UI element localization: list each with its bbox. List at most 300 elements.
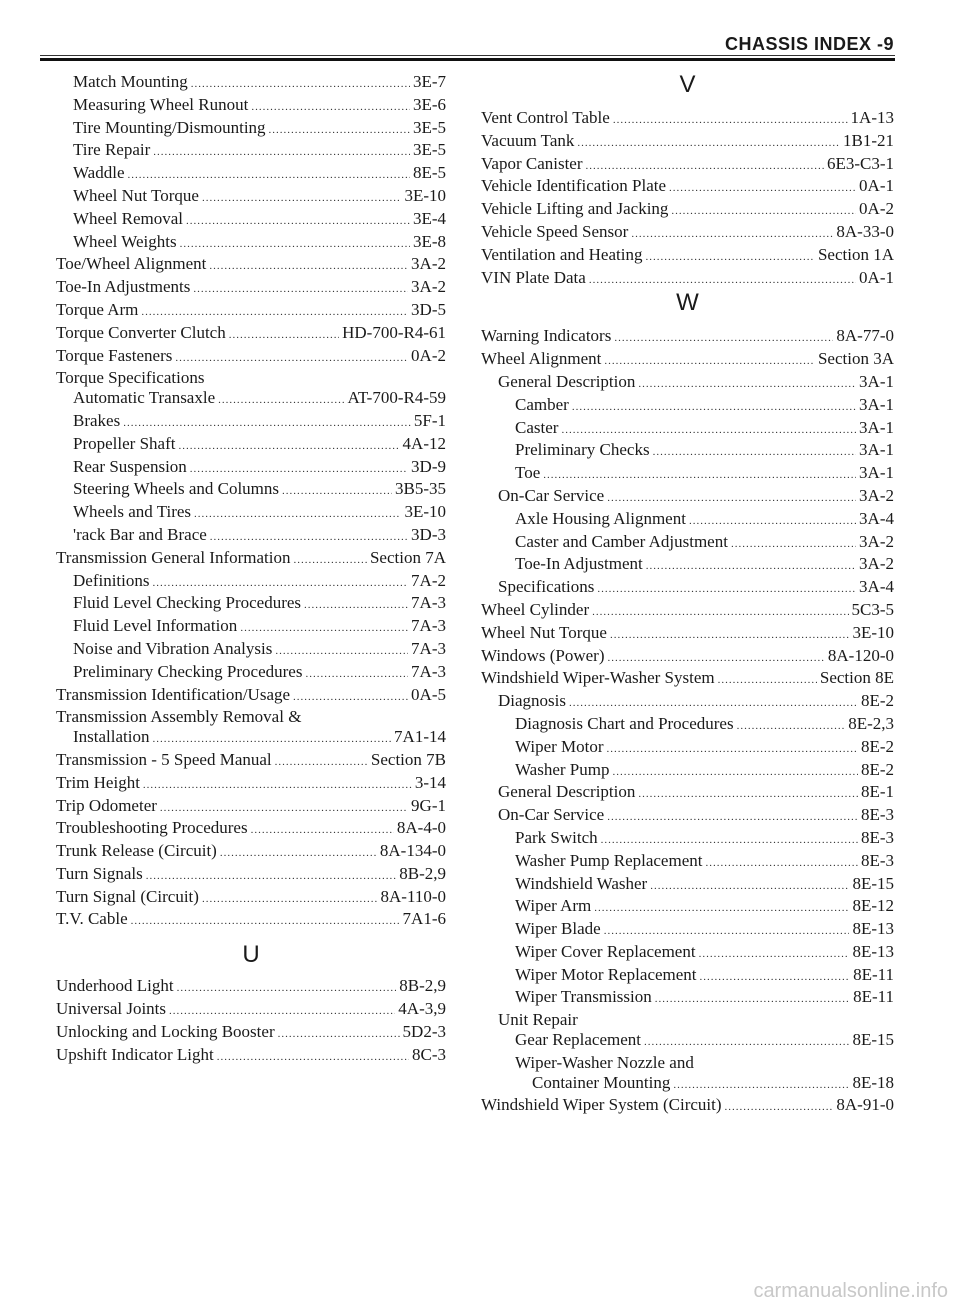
index-entry-page-ref: 3D-9 [411,456,446,476]
index-entry-label: Vehicle Speed Sensor [481,221,629,241]
dot-leader [202,189,401,209]
dot-leader [577,134,840,154]
index-entry [481,108,894,131]
dot-leader [604,352,815,372]
index-entry-page-ref: 3A-1 [859,371,894,391]
index-entry-label: Preliminary Checking Procedures [73,661,303,681]
index-entry-label: Windows (Power) [481,645,605,665]
dot-leader [293,688,408,708]
dot-leader [152,730,391,750]
dot-leader [671,202,856,222]
index-entry [481,805,894,828]
index-entry [56,616,446,639]
dot-leader [218,391,344,411]
index-entry-page-ref: 9G-1 [411,795,446,815]
index-entry-label: Gear Replacement [515,1030,642,1050]
index-entry-label: Installation [73,727,150,747]
dot-leader [175,349,408,369]
index-entry-page-ref: 3A-4 [859,577,894,597]
index-entry-label: Caster and Camber Adjustment [515,531,728,551]
index-entry-label: Camber [515,394,569,414]
index-entry [56,232,446,255]
dot-leader [229,326,339,346]
index-entry-page-ref: 8B-2,9 [399,863,446,883]
index-entry [56,750,446,773]
index-entry-page-ref: Section 7A [369,547,446,567]
index-entry-label: Upshift Indicator Light [56,1044,214,1064]
index-entry-label: Wiper Motor [515,736,604,756]
dot-leader [305,665,408,685]
index-entry [481,222,894,245]
index-entry-label: Underhood Light [56,976,174,996]
dot-leader [645,248,815,268]
index-entry [56,662,446,685]
index-entry-page-ref: 8A-33-0 [836,221,894,241]
index-entry-page-ref: 8E-3 [860,827,894,847]
dot-leader [610,626,849,646]
index-entry-page-ref: Section 1A [817,244,894,264]
index-entry-label: General Description [498,371,636,391]
index-entry [481,1053,894,1073]
index-entry-page-ref: 8E-13 [852,941,894,961]
index-entry-label: Container Mounting [532,1072,671,1092]
dot-leader [294,551,367,571]
index-entry-page-ref: 8A-77-0 [836,326,894,346]
index-entry-label: Measuring Wheel Runout [73,94,249,114]
index-entry [481,154,894,177]
index-entry [481,577,894,600]
dot-leader [240,619,408,639]
index-entry-label: Tire Mounting/Dismounting [73,117,266,137]
index-entry [56,1022,446,1045]
index-entry-page-ref: 8E-15 [852,1030,894,1050]
dot-leader [601,831,858,851]
index-entry [481,395,894,418]
dot-leader [572,398,856,418]
index-entry [56,368,446,388]
index-entry-label: Ventilation and Heating [481,244,643,264]
index-entry-page-ref: 3D-5 [411,299,446,319]
index-entry-page-ref: 3E-8 [412,231,446,251]
index-entry-label: Toe-In Adjustments [56,277,191,297]
index-entry-label: Brakes [73,410,121,430]
index-entry [481,600,894,623]
index-entry-page-ref: 3A-2 [859,485,894,505]
index-entry-label: Windshield Wiper-Washer System [481,668,715,688]
index-entry [56,300,446,323]
index-entry [56,818,446,841]
index-entry-label: Warning Indicators [481,326,612,346]
index-entry-label: Wiper Arm [515,896,592,916]
index-entry [481,987,894,1010]
index-entry-page-ref: 8A-4-0 [396,818,446,838]
dot-leader [718,671,817,691]
index-entry [56,796,446,819]
index-entry-page-ref: 3-14 [414,772,446,792]
index-entry [481,896,894,919]
index-entry-label: Transmission - 5 Speed Manual [56,749,272,769]
index-entry [481,463,894,486]
index-entry [481,623,894,646]
index-entry-label: Washer Pump [515,759,610,779]
index-entry [481,851,894,874]
index-entry-label: Wheel Weights [73,231,177,251]
index-entry-label: Vehicle Identification Plate [481,176,667,196]
dot-leader [180,235,410,255]
index-entry [481,554,894,577]
dot-leader [282,482,392,502]
index-entry-label: Torque Converter Clutch [56,322,226,342]
index-entry [481,1095,894,1118]
index-entry [56,727,446,750]
dot-leader [631,225,833,245]
index-entry-page-ref: HD-700-R4-61 [342,322,446,342]
index-entry-page-ref: 8E-2 [860,691,894,711]
index-entry-page-ref: 3D-3 [411,524,446,544]
index-entry-label: On-Car Service [498,805,605,825]
index-entry-label: General Description [498,782,636,802]
index-entry-label: Unlocking and Locking Booster [56,1021,275,1041]
index-entry-label: Trunk Release (Circuit) [56,841,217,861]
index-entry-page-ref: 8E-5 [412,163,446,183]
index-entry-label: Waddle [73,163,125,183]
index-entry-page-ref: 8E-11 [853,964,894,984]
dot-leader [638,375,856,395]
index-entry [56,525,446,548]
index-entry-page-ref: 8A-91-0 [836,1095,894,1115]
index-entry [481,828,894,851]
index-entry-page-ref: Section 8E [819,668,894,688]
index-entry-label: Wheels and Tires [73,502,192,522]
index-entry-page-ref: 8E-3 [860,805,894,825]
dot-leader [202,890,378,910]
index-entry-page-ref: 3A-2 [859,531,894,551]
index-entry [56,479,446,502]
index-entry [481,1010,894,1030]
index-entry [481,646,894,669]
index-entry-page-ref: 4A-3,9 [398,999,446,1019]
dot-leader [569,694,858,714]
dot-leader [143,776,412,796]
index-entry-page-ref: 8E-18 [852,1072,894,1092]
index-entry-page-ref: 3A-1 [859,417,894,437]
index-entry [481,440,894,463]
index-entry-label: Wheel Nut Torque [481,622,607,642]
index-entry [56,887,446,910]
index-entry-label: Washer Pump Replacement [515,850,703,870]
index-entry-page-ref: 5F-1 [413,410,446,430]
index-entry [481,782,894,805]
index-entry-label: Automatic Transaxle [73,388,216,408]
index-entry-page-ref: 8E-2,3 [848,713,894,733]
index-entry-page-ref: 8A-134-0 [379,841,446,861]
index-entry-page-ref: 8E-1 [860,782,894,802]
index-entry [56,502,446,525]
index-entry [481,965,894,988]
index-entry [56,140,446,163]
index-entry-page-ref: 8E-3 [860,850,894,870]
index-entry-page-ref: 3E-10 [404,185,446,205]
index-entry-label: Wiper Transmission [515,987,652,1007]
dot-leader [644,1033,849,1053]
dot-leader [190,460,408,480]
index-entry [56,411,446,434]
index-entry-page-ref: 8E-12 [852,896,894,916]
dot-leader [638,785,858,805]
dot-leader [607,808,858,828]
index-entry-label: Transmission General Information [56,547,291,567]
index-entry [481,176,894,199]
index-entry [56,593,446,616]
index-entry-label: Diagnosis Chart and Procedures [515,713,734,733]
index-entry [56,864,446,887]
index-entry [56,548,446,571]
index-column-left [56,72,446,1067]
index-entry-page-ref: 8E-15 [852,873,894,893]
index-entry-page-ref: 3A-2 [859,554,894,574]
index-entry [56,323,446,346]
dot-leader [251,98,410,118]
index-entry-page-ref: 3E-5 [412,140,446,160]
dot-leader [589,271,856,291]
index-entry-label: Specifications [498,577,595,597]
index-entry-page-ref: 3A-1 [859,440,894,460]
index-entry-label: Turn Signals [56,863,143,883]
index-entry [481,1030,894,1053]
dot-leader [210,528,408,548]
index-entry-label: Transmission Assembly Removal & [56,707,302,727]
dot-leader [669,179,856,199]
section-letter-w: W [676,289,699,317]
index-entry-label: Vapor Canister [481,153,583,173]
index-entry [56,346,446,369]
index-entry [481,199,894,222]
index-entry [481,942,894,965]
index-entry-page-ref: 8E-13 [852,919,894,939]
index-entry-page-ref: 0A-1 [859,176,894,196]
index-entry-label: Rear Suspension [73,456,187,476]
index-entry-label: Steering Wheels and Columns [73,479,280,499]
index-entry [56,254,446,277]
dot-leader [592,603,848,623]
section-letter-u: U [242,941,260,969]
dot-leader [141,303,408,323]
index-entry-label: On-Car Service [498,485,605,505]
index-entry-label: Wheel Alignment [481,349,602,369]
header-rule-thin [40,55,895,56]
index-entry [56,118,446,141]
index-entry-page-ref: Section 3A [817,349,894,369]
index-entry-page-ref: 8C-3 [412,1044,446,1064]
dot-leader [177,979,397,999]
dot-leader [737,717,846,737]
dot-leader [705,854,857,874]
dot-leader [653,443,856,463]
index-entry-page-ref: Section 7B [370,749,446,769]
index-entry-page-ref: 3A-2 [411,254,446,274]
index-entry-page-ref: 0A-2 [411,345,446,365]
index-entry-page-ref: 7A-2 [411,570,446,590]
dot-leader [594,899,849,919]
index-entry-page-ref: 7A-3 [411,638,446,658]
index-entry [56,639,446,662]
index-entry-label: Diagnosis [498,691,566,711]
dot-leader [673,1076,849,1096]
index-entry [56,909,446,932]
dot-leader [193,280,408,300]
index-entry [56,277,446,300]
dot-leader [153,143,410,163]
index-entry-page-ref: 3A-2 [411,277,446,297]
index-entry-label: Wheel Cylinder [481,599,590,619]
index-entry-label: Torque Fasteners [56,345,173,365]
index-entry-page-ref: 8E-2 [860,736,894,756]
dot-leader [275,753,368,773]
index-entry [481,532,894,555]
index-entry [56,186,446,209]
dot-leader [604,922,850,942]
section-letter-v: V [679,71,696,98]
index-entry-page-ref: 7A1-14 [394,727,446,747]
index-entry-label: Toe [515,463,541,483]
index-entry-label: VIN Plate Data [481,267,586,287]
index-entry-label: Park Switch [515,827,598,847]
index-entry-label: Wheel Nut Torque [73,185,199,205]
index-entry-page-ref: 1B1-21 [843,130,894,150]
index-entry-page-ref: 1A-13 [850,108,894,127]
dot-leader [251,821,394,841]
index-entry-page-ref: 3E-5 [412,117,446,137]
index-entry-label: Wiper Blade [515,919,601,939]
index-entry [481,874,894,897]
dot-leader [128,166,410,186]
index-entry-page-ref: 3A-1 [859,394,894,414]
dot-leader [217,1048,409,1068]
dot-leader [607,489,856,509]
index-entry-label: Windshield Washer [515,873,648,893]
index-entry [56,999,446,1022]
index-entry [481,760,894,783]
header-rule-thick [40,58,895,61]
index-entry-label: Axle Housing Alignment [515,508,686,528]
index-entry-label: Vent Control Table [481,108,610,127]
dot-leader [561,421,856,441]
index-entry-label: Preliminary Checks [515,440,650,460]
index-entry [56,707,446,727]
index-column-right [481,72,894,1118]
index-entry [56,685,446,708]
index-entry-label: Trim Height [56,772,140,792]
index-entry [481,509,894,532]
dot-leader [131,912,400,932]
dot-leader [220,844,377,864]
index-entry-label: Torque Arm [56,299,139,319]
dot-leader [178,437,399,457]
index-entry-page-ref: 8E-11 [853,987,894,1007]
index-entry-page-ref: 3B5-35 [395,479,446,499]
index-entry-label: Toe/Wheel Alignment [56,254,207,274]
index-entry-page-ref: 6E3-C3-1 [826,153,894,173]
index-entry-page-ref: 3E-4 [412,208,446,228]
index-entry-label: Transmission Identification/Usage [56,684,291,704]
index-entry [56,841,446,864]
index-entry-label: Turn Signal (Circuit) [56,886,199,906]
index-entry [56,571,446,594]
index-entry [481,486,894,509]
index-entry [481,737,894,760]
index-entry-label: Universal Joints [56,999,167,1019]
dot-leader [209,257,408,277]
dot-leader [304,596,408,616]
dot-leader [614,329,833,349]
index-entry [481,668,894,691]
index-entry [481,268,894,291]
dot-leader [646,557,856,577]
dot-leader [275,642,408,662]
index-entry-page-ref: 7A-3 [411,661,446,681]
dot-leader [650,877,849,897]
watermark: carmanualsonline.info [753,1280,948,1302]
dot-leader [160,799,408,819]
index-entry-label: Torque Specifications [56,368,205,388]
dot-leader [278,1025,400,1045]
dot-leader [700,968,851,988]
index-entry-page-ref: 3E-6 [412,94,446,114]
index-entry-page-ref: 3E-10 [404,502,446,522]
index-entry-label: Vehicle Lifting and Jacking [481,199,669,219]
page-header-title: CHASSIS INDEX -9 [724,34,894,54]
index-entry-page-ref: 0A-5 [411,684,446,704]
index-entry-label: Fluid Level Checking Procedures [73,593,302,613]
index-entry-label: Tire Repair [73,140,151,160]
dot-leader [607,740,858,760]
index-entry [56,1045,446,1068]
index-entry [56,163,446,186]
dot-leader [543,466,856,486]
dot-leader [725,1098,834,1118]
index-entry-label: T.V. Cable [56,909,128,929]
index-entry [56,209,446,232]
dot-leader [194,505,401,525]
index-entry-page-ref: 8B-2,9 [399,976,446,996]
dot-leader [655,990,850,1010]
dot-leader [153,574,409,594]
index-entry-page-ref: 8E-2 [860,759,894,779]
dot-leader [608,649,825,669]
index-entry-page-ref: 3A-4 [859,508,894,528]
index-entry-label: Caster [515,417,559,437]
index-entry-label: Wiper-Washer Nozzle and [515,1052,694,1072]
dot-leader [146,867,396,887]
index-entry-page-ref: 3A-1 [859,463,894,483]
index-entry-label: Match Mounting [73,72,188,91]
index-entry [481,245,894,268]
index-entry-page-ref: 0A-1 [859,267,894,287]
index-entry-label: Unit Repair [498,1010,578,1030]
index-entry [481,919,894,942]
index-entry-label: Wheel Removal [73,208,183,228]
index-entry-label: Definitions [73,570,150,590]
index-entry [481,418,894,441]
index-entry-label: Toe-In Adjustment [515,554,643,574]
index-entry-page-ref: 5D2-3 [402,1021,446,1041]
dot-leader [269,121,410,141]
index-entry-label: Troubleshooting Procedures [56,818,248,838]
index-entry-label: Noise and Vibration Analysis [73,638,273,658]
index-entry [56,434,446,457]
index-entry-page-ref: 7A-3 [411,616,446,636]
index-entry-page-ref: 7A-3 [411,593,446,613]
